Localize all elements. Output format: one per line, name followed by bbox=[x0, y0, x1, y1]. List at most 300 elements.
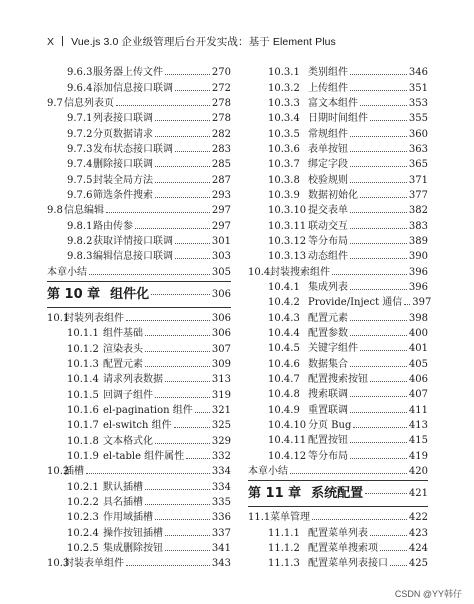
toc-leader-dots bbox=[165, 74, 210, 75]
toc-entry-title: 配置参数 bbox=[308, 327, 348, 339]
toc-entry bbox=[248, 202, 428, 217]
toc-entry-title: 本章小结 bbox=[248, 465, 288, 477]
toc-leader-dots bbox=[186, 458, 210, 459]
toc-entry-page: 287 bbox=[211, 174, 231, 186]
toc-entry-page: 398 bbox=[408, 312, 428, 324]
toc-entry-title: 分页数据请求 bbox=[93, 128, 153, 140]
toc-leader-dots bbox=[350, 151, 407, 152]
toc-entry-title: 集成删除按钮 bbox=[103, 542, 163, 554]
toc-entry bbox=[248, 432, 428, 447]
toc-entry-number: 10.2.5 bbox=[67, 542, 99, 554]
toc-entry-title: 搜索联调 bbox=[308, 389, 348, 401]
toc-entry-page: 309 bbox=[211, 358, 231, 370]
toc-entry-page: 424 bbox=[408, 542, 428, 554]
toc-entry bbox=[47, 64, 231, 79]
toc-leader-dots bbox=[404, 304, 410, 305]
toc-entry-title: 具名插槽 bbox=[103, 496, 143, 508]
toc-entry-page: 425 bbox=[408, 558, 428, 570]
toc-entry-title: Provide/Inject 通信 bbox=[308, 297, 403, 309]
toc-entry-number: 10.4.12 bbox=[268, 450, 307, 462]
toc-entry-page: 278 bbox=[211, 97, 231, 109]
toc-entry bbox=[47, 463, 231, 478]
toc-leader-dots bbox=[145, 366, 210, 367]
toc-entry bbox=[248, 110, 428, 125]
toc-entry-number: 10.2.4 bbox=[67, 527, 99, 539]
toc-entry-number: 10.2.3 bbox=[67, 512, 99, 524]
toc-entry bbox=[248, 463, 428, 478]
toc-entry-number: 10.3.5 bbox=[268, 128, 300, 140]
toc-leader-dots bbox=[165, 550, 210, 551]
toc-entry-number: 10.4.5 bbox=[268, 343, 300, 355]
toc-entry bbox=[47, 325, 231, 340]
toc-entry-page: 283 bbox=[211, 143, 231, 155]
toc-entry-number: 10.3.2 bbox=[268, 82, 300, 94]
toc-leader-dots bbox=[350, 442, 407, 443]
toc-entry-number: 9.7.3 bbox=[67, 143, 93, 155]
toc-leader-dots bbox=[350, 458, 407, 459]
toc-entry bbox=[47, 217, 231, 232]
toc-leader-dots bbox=[350, 335, 407, 336]
toc-leader-dots bbox=[370, 120, 407, 121]
toc-entry-number: 10.3.12 bbox=[268, 235, 307, 247]
toc-entry bbox=[47, 386, 231, 401]
toc-leader-dots bbox=[350, 90, 407, 91]
toc-entry bbox=[248, 540, 428, 555]
toc-entry bbox=[47, 79, 231, 94]
toc-entry-title: 等分布局 bbox=[308, 235, 348, 247]
toc-entry bbox=[248, 355, 428, 370]
toc-entry bbox=[47, 248, 231, 263]
toc-entry-title: 本章小结 bbox=[47, 266, 87, 278]
toc-entry-title: 发布状态接口联调 bbox=[93, 143, 173, 155]
toc-entry-page: 382 bbox=[408, 205, 428, 217]
toc-entry-number: 11.1.1 bbox=[268, 527, 300, 539]
toc-leader-dots bbox=[165, 535, 210, 536]
toc-entry-page: 313 bbox=[211, 374, 231, 386]
toc-entry-title: 校验规则 bbox=[308, 174, 348, 186]
toc-entry bbox=[248, 417, 428, 432]
toc-entry-page: 421 bbox=[408, 487, 428, 499]
toc-entry-page: 336 bbox=[211, 512, 231, 524]
toc-leader-dots bbox=[135, 228, 210, 229]
toc-entry-number: 10.4.7 bbox=[268, 373, 300, 385]
toc-entry bbox=[248, 524, 428, 539]
toc-entry bbox=[47, 233, 231, 248]
toc-entry-title: 上传组件 bbox=[308, 82, 348, 94]
toc-entry-number: 10.3.4 bbox=[268, 113, 300, 125]
toc-leader-dots bbox=[350, 320, 407, 321]
toc-leader-dots bbox=[174, 427, 210, 428]
toc-leader-dots bbox=[175, 151, 210, 152]
toc-entry-page: 406 bbox=[408, 373, 428, 385]
toc-leader-dots bbox=[89, 274, 210, 275]
toc-leader-dots bbox=[175, 258, 210, 259]
toc-entry bbox=[248, 325, 428, 340]
toc-entry-title: 菜单管理 bbox=[270, 512, 310, 524]
toc-entry bbox=[47, 540, 231, 555]
toc-entry-page: 390 bbox=[408, 251, 428, 263]
toc-entry-page: 297 bbox=[211, 205, 231, 217]
header-page-marker: X bbox=[47, 36, 55, 48]
toc-entry-page: 422 bbox=[408, 512, 428, 524]
toc-entry-page: 297 bbox=[211, 220, 231, 232]
toc-entry-title: 分页 Bug bbox=[308, 419, 352, 431]
toc-entry bbox=[248, 171, 428, 186]
toc-entry-number: 10.3.7 bbox=[268, 159, 300, 171]
toc-entry-number: 10.3.3 bbox=[268, 97, 300, 109]
toc-entry-number: 10.3.8 bbox=[268, 174, 300, 186]
toc-entry bbox=[248, 279, 428, 294]
toc-entry-title: 类别组件 bbox=[308, 67, 348, 79]
toc-entry bbox=[248, 217, 428, 232]
toc-leader-dots bbox=[175, 90, 210, 91]
toc-entry-page: 306 bbox=[211, 312, 231, 324]
toc-entry-number: 9.7.6 bbox=[67, 189, 93, 201]
toc-entry bbox=[47, 95, 231, 110]
toc-entry-title: 配置按钮 bbox=[308, 435, 348, 447]
toc-entry-number: 10.1.5 bbox=[67, 389, 99, 401]
toc-entry bbox=[47, 187, 231, 202]
toc-leader-dots bbox=[175, 243, 210, 244]
toc-leader-dots bbox=[350, 366, 407, 367]
toc-leader-dots bbox=[155, 120, 210, 121]
toc-entry-page: 419 bbox=[408, 450, 428, 462]
toc-leader-dots bbox=[86, 473, 210, 474]
toc-entry-page: 335 bbox=[211, 496, 231, 508]
toc-entry bbox=[248, 309, 428, 324]
toc-entry-title: 编辑信息接口联调 bbox=[93, 251, 173, 263]
toc-entry-title: 等分布局 bbox=[308, 450, 348, 462]
toc-entry bbox=[47, 110, 231, 125]
toc-entry-page: 397 bbox=[412, 297, 432, 309]
toc-entry-page: 301 bbox=[211, 235, 231, 247]
toc-entry-number: 10.2.2 bbox=[67, 496, 99, 508]
toc-entry bbox=[47, 356, 231, 371]
toc-entry-title: 配置菜单列表 bbox=[308, 527, 368, 539]
toc-entry-page: 325 bbox=[211, 420, 231, 432]
toc-entry-title: 信息列表页 bbox=[64, 97, 114, 109]
toc-left-column bbox=[47, 64, 231, 570]
toc-entry-page: 371 bbox=[408, 174, 428, 186]
toc-chapter-entry bbox=[47, 281, 231, 308]
toc-entry bbox=[248, 447, 428, 462]
toc-entry bbox=[47, 310, 231, 325]
toc-chapter-entry bbox=[248, 480, 428, 507]
toc-entry-title: 集成列表 bbox=[308, 281, 348, 293]
toc-leader-dots bbox=[350, 258, 407, 259]
toc-entry-page: 306 bbox=[211, 288, 231, 300]
toc-leader-dots bbox=[155, 519, 210, 520]
toc-entry bbox=[47, 263, 231, 278]
toc-entry bbox=[248, 187, 428, 202]
toc-entry-page: 346 bbox=[408, 67, 428, 79]
toc-leader-dots bbox=[290, 473, 407, 474]
toc-entry bbox=[47, 402, 231, 417]
toc-entry-number: 第 11 章 bbox=[248, 485, 302, 501]
page-header bbox=[47, 34, 336, 49]
toc-entry-title: 文本格式化 bbox=[103, 435, 153, 447]
toc-entry-page: 303 bbox=[211, 251, 231, 263]
toc-entry-title: 删除接口联调 bbox=[93, 159, 153, 171]
toc-leader-dots bbox=[145, 504, 210, 505]
toc-entry bbox=[248, 371, 428, 386]
toc-entry bbox=[47, 371, 231, 386]
toc-entry-title: 信息编辑 bbox=[64, 205, 104, 217]
toc-entry-number: 10.1.9 bbox=[67, 450, 99, 462]
toc-entry-page: 334 bbox=[211, 481, 231, 493]
toc-entry-page: 405 bbox=[408, 358, 428, 370]
toc-entry-number: 9.7.2 bbox=[67, 128, 93, 140]
toc-leader-dots bbox=[195, 412, 210, 413]
toc-leader-dots bbox=[155, 166, 210, 167]
toc-entry-number: 9.7 bbox=[47, 97, 63, 109]
toc-entry-page: 407 bbox=[408, 389, 428, 401]
toc-leader-dots bbox=[165, 381, 210, 382]
toc-leader-dots bbox=[155, 443, 210, 444]
toc-leader-dots bbox=[360, 197, 407, 198]
toc-entry bbox=[47, 524, 231, 539]
toc-leader-dots bbox=[370, 535, 407, 536]
toc-entry-page: 307 bbox=[211, 343, 231, 355]
toc-leader-dots bbox=[155, 182, 210, 183]
toc-leader-dots bbox=[350, 412, 407, 413]
toc-entry-page: 389 bbox=[408, 235, 428, 247]
toc-entry-number: 11.1.2 bbox=[268, 542, 300, 554]
toc-entry-title: 筛选条件搜索 bbox=[93, 189, 153, 201]
toc-entry-title: 配置菜单列表接口 bbox=[308, 558, 388, 570]
toc-entry-page: 423 bbox=[408, 527, 428, 539]
toc-entry-number: 10.4.8 bbox=[268, 389, 300, 401]
toc-entry-page: 396 bbox=[408, 281, 428, 293]
watermark: CSDN @YY韩仔 bbox=[394, 589, 462, 599]
toc-entry-title: el-pagination 组件 bbox=[103, 404, 193, 416]
toc-leader-dots bbox=[155, 397, 210, 398]
toc-leader-dots bbox=[155, 197, 210, 198]
toc-entry-page: 285 bbox=[211, 159, 231, 171]
toc-leader-dots bbox=[116, 105, 210, 106]
toc-leader-dots bbox=[332, 274, 407, 275]
toc-entry bbox=[248, 125, 428, 140]
toc-leader-dots bbox=[126, 320, 210, 321]
toc-entry-number: 10.3.11 bbox=[268, 220, 307, 232]
toc-entry-number: 9.6.3 bbox=[67, 67, 93, 79]
toc-entry bbox=[47, 509, 231, 524]
toc-entry bbox=[248, 156, 428, 171]
toc-entry-number: 10.4.1 bbox=[268, 281, 300, 293]
toc-entry-title: 重置联调 bbox=[308, 404, 348, 416]
toc-entry bbox=[248, 64, 428, 79]
toc-leader-dots bbox=[145, 351, 210, 352]
toc-entry bbox=[248, 386, 428, 401]
toc-leader-dots bbox=[365, 493, 407, 494]
toc-entry-title: 路由传参 bbox=[93, 220, 133, 232]
toc-entry-title: 渲染表头 bbox=[103, 343, 143, 355]
toc-entry-title: 服务器上传文件 bbox=[93, 67, 163, 79]
toc-leader-dots bbox=[126, 565, 210, 566]
toc-entry-number: 10.1.6 bbox=[67, 404, 99, 416]
toc-leader-dots bbox=[350, 228, 407, 229]
toc-entry-number: 10.1 bbox=[47, 312, 70, 324]
toc-entry-title: 配置元素 bbox=[308, 312, 348, 324]
toc-entry-page: 282 bbox=[211, 128, 231, 140]
toc-entry-title: 封装全局方法 bbox=[93, 174, 153, 186]
toc-entry-title: 数据集合 bbox=[308, 358, 348, 370]
toc-entry-number: 9.6.4 bbox=[67, 82, 93, 94]
toc-entry-number: 9.8.2 bbox=[67, 235, 93, 247]
toc-entry-page: 334 bbox=[211, 466, 231, 478]
toc-entry-number: 10.4.3 bbox=[268, 312, 300, 324]
toc-leader-dots bbox=[312, 519, 407, 520]
toc-entry-title: 获取详情接口联调 bbox=[93, 235, 173, 247]
toc-entry-page: 319 bbox=[211, 389, 231, 401]
toc-entry-page: 329 bbox=[211, 435, 231, 447]
toc-entry-page: 293 bbox=[211, 189, 231, 201]
toc-entry-title: 数据初始化 bbox=[308, 189, 358, 201]
toc-entry bbox=[47, 141, 231, 156]
toc-entry-title: 配置菜单搜索项 bbox=[308, 542, 378, 554]
toc-entry-number: 10.4.10 bbox=[268, 419, 307, 431]
toc-leader-dots bbox=[350, 212, 407, 213]
toc-entry bbox=[248, 263, 428, 278]
toc-entry-number: 10.4.9 bbox=[268, 404, 300, 416]
toc-entry-page: 343 bbox=[211, 558, 231, 570]
toc-leader-dots bbox=[350, 182, 407, 183]
header-book-title: Vue.js 3.0 企业级管理后台开发实战：基于 Element Plus bbox=[71, 36, 336, 48]
toc-entry-title: 插槽 bbox=[64, 466, 84, 478]
toc-entry-number: 10.4.2 bbox=[268, 297, 300, 309]
toc-entry-page: 360 bbox=[408, 128, 428, 140]
toc-entry-page: 413 bbox=[408, 419, 428, 431]
toc-leader-dots bbox=[390, 565, 407, 566]
toc-entry-page: 351 bbox=[408, 82, 428, 94]
toc-entry-page: 337 bbox=[211, 527, 231, 539]
toc-entry-number: 9.7.5 bbox=[67, 174, 93, 186]
toc-entry-title: 添加信息接口联调 bbox=[93, 82, 173, 94]
toc-entry-number: 10.4.4 bbox=[268, 327, 300, 339]
toc-leader-dots bbox=[350, 289, 407, 290]
toc-entry-title: 联动交互 bbox=[308, 220, 348, 232]
toc-entry-page: 400 bbox=[408, 327, 428, 339]
toc-entry-title: 表单按钮 bbox=[308, 143, 348, 155]
toc-entry-number: 9.7.4 bbox=[67, 159, 93, 171]
toc-entry bbox=[47, 340, 231, 355]
toc-leader-dots bbox=[360, 105, 407, 106]
toc-entry-title: 封装列表组件 bbox=[64, 312, 124, 324]
toc-entry bbox=[47, 494, 231, 509]
toc-entry bbox=[47, 156, 231, 171]
toc-entry-title: 列表接口联调 bbox=[93, 113, 153, 125]
toc-entry-page: 363 bbox=[408, 143, 428, 155]
toc-entry-number: 10.1.2 bbox=[67, 343, 99, 355]
toc-leader-dots bbox=[350, 166, 407, 167]
toc-entry-number: 10.1.7 bbox=[67, 420, 99, 432]
toc-leader-dots bbox=[151, 294, 210, 295]
toc-entry bbox=[47, 432, 231, 447]
toc-entry-number: 11.1.3 bbox=[268, 558, 300, 570]
toc-leader-dots bbox=[350, 396, 407, 397]
toc-entry-number: 9.8.1 bbox=[67, 220, 93, 232]
toc-entry-page: 401 bbox=[408, 343, 428, 355]
toc-entry-title: 提交表单 bbox=[308, 205, 348, 217]
toc-entry-title: 系统配置 bbox=[311, 485, 364, 501]
toc-entry-page: 278 bbox=[211, 113, 231, 125]
toc-entry bbox=[47, 448, 231, 463]
toc-leader-dots bbox=[360, 350, 407, 351]
toc-entry bbox=[248, 555, 428, 570]
toc-entry-title: 组件基础 bbox=[103, 328, 143, 340]
header-divider bbox=[62, 36, 63, 46]
toc-leader-dots bbox=[353, 427, 407, 428]
toc-entry bbox=[248, 248, 428, 263]
toc-entry-title: 请求列表数据 bbox=[103, 374, 163, 386]
toc-entry-title: 默认插槽 bbox=[103, 481, 143, 493]
toc-entry-number: 10.2.1 bbox=[67, 481, 99, 493]
toc-entry-page: 415 bbox=[408, 435, 428, 447]
toc-entry-number: 10.1.4 bbox=[67, 374, 99, 386]
toc-entry-number: 10.3.13 bbox=[268, 251, 307, 263]
toc-entry bbox=[248, 294, 432, 309]
toc-entry-title: 配置搜索按钮 bbox=[308, 373, 368, 385]
toc-entry bbox=[248, 95, 428, 110]
toc-entry-page: 270 bbox=[211, 67, 231, 79]
toc-entry-number: 10.3.1 bbox=[268, 67, 300, 79]
toc-leader-dots bbox=[155, 136, 210, 137]
toc-entry-title: el-switch 组件 bbox=[103, 420, 172, 432]
toc-entry-number: 9.8 bbox=[47, 205, 63, 217]
toc-entry-page: 396 bbox=[408, 266, 428, 278]
toc-entry-page: 332 bbox=[211, 450, 231, 462]
toc-entry-number: 9.7.1 bbox=[67, 113, 93, 125]
toc-entry-number: 10.3.10 bbox=[268, 205, 307, 217]
toc-entry-number: 9.8.3 bbox=[67, 251, 93, 263]
toc-entry bbox=[47, 202, 231, 217]
toc-entry-page: 306 bbox=[211, 328, 231, 340]
toc-entry-number: 10.2 bbox=[47, 466, 70, 478]
toc-entry-page: 411 bbox=[408, 404, 428, 416]
toc-entry-number: 10.1.3 bbox=[67, 358, 99, 370]
toc-entry-page: 420 bbox=[408, 465, 428, 477]
toc-entry-page: 355 bbox=[408, 113, 428, 125]
toc-entry-page: 341 bbox=[211, 542, 231, 554]
toc-entry-title: 封装搜索组件 bbox=[270, 266, 330, 278]
toc-leader-dots bbox=[350, 243, 407, 244]
toc-entry-title: 操作按钮插槽 bbox=[103, 527, 163, 539]
toc-entry-page: 377 bbox=[408, 189, 428, 201]
toc-entry-number: 10.3 bbox=[47, 558, 70, 570]
toc-leader-dots bbox=[145, 489, 210, 490]
toc-leader-dots bbox=[145, 335, 210, 336]
toc-entry-number: 10.1.8 bbox=[67, 435, 99, 447]
toc-entry bbox=[248, 509, 428, 524]
toc-entry-title: 常规组件 bbox=[308, 128, 348, 140]
toc-entry-title: 日期时间组件 bbox=[308, 113, 368, 125]
toc-entry-page: 353 bbox=[408, 97, 428, 109]
toc-entry-number: 第 10 章 bbox=[47, 286, 101, 302]
toc-entry-title: 配置元素 bbox=[103, 358, 143, 370]
toc-entry-page: 365 bbox=[408, 159, 428, 171]
toc-entry-page: 272 bbox=[211, 82, 231, 94]
toc-entry bbox=[47, 417, 231, 432]
toc-right-column bbox=[248, 64, 432, 570]
toc-entry-title: 动态组件 bbox=[308, 251, 348, 263]
toc-leader-dots bbox=[350, 136, 407, 137]
toc-leader-dots bbox=[380, 550, 407, 551]
toc-leader-dots bbox=[370, 381, 407, 382]
toc-entry bbox=[47, 478, 231, 493]
toc-entry-number: 10.3.6 bbox=[268, 143, 300, 155]
toc-entry-title: el-table 组件属性 bbox=[103, 450, 185, 462]
toc-entry bbox=[47, 125, 231, 140]
